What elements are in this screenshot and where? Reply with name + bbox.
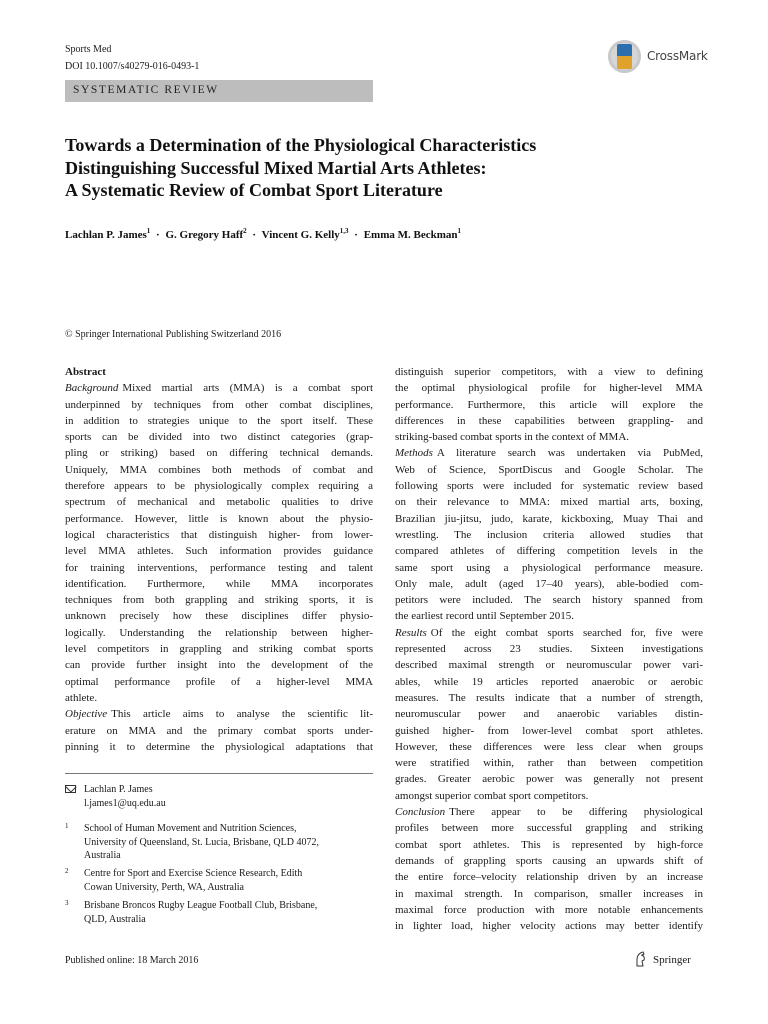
text-line: described maximal strength or neuromuscular power vari- <box>395 659 703 672</box>
title-line: Towards a Determination of the Physiological Characteristics <box>65 135 537 155</box>
text-line-content: Mixed martial arts (MMA) is a combat sport <box>122 382 373 395</box>
text-line: measures. The results indicate that a number of strength, <box>395 691 703 704</box>
section-label: Methods <box>395 447 433 460</box>
text-line: combat sport athletes. This is represented by high-force <box>395 838 703 851</box>
text-line: differences in these capabilities between grappling- and <box>395 414 703 427</box>
publisher-name: Springer <box>653 954 691 966</box>
affiliation-number: 3 <box>65 899 69 907</box>
author-name[interactable]: Lachlan P. James <box>65 229 147 241</box>
affiliation-line: University of Queensland, St. Lucia, Brisbane, QLD 4072, <box>84 836 319 848</box>
affiliation-line: School of Human Movement and Nutrition Sciences, <box>84 823 297 834</box>
journal-name: Sports Med <box>65 44 112 55</box>
text-line <box>395 445 703 461</box>
section-label: Results <box>395 626 427 639</box>
crossmark-badge[interactable] <box>608 40 708 76</box>
text-line: on their relevance to MMA: mixed martial arts, boxing, <box>395 496 703 509</box>
text-line: unknown precisely how these disciplines differ physio- <box>65 610 373 623</box>
doi[interactable]: DOI 10.1007/s40279-016-0493-1 <box>65 61 200 72</box>
text-line-content: A literature search was undertaken via PubMed, <box>436 447 703 460</box>
author-separator: · <box>252 229 257 241</box>
methods-section <box>395 445 703 624</box>
text-line: can provide further insight into the development of the <box>65 659 373 672</box>
text-line: for training interventions, performance testing and talent <box>65 561 373 574</box>
affiliation-line: QLD, Australia <box>84 913 146 925</box>
title-line: Distinguishing Successful Mixed Martial Arts Athletes: <box>65 157 487 178</box>
objective-section <box>65 706 373 755</box>
conclusion-section <box>395 804 703 934</box>
text-line: However, these differences were less clear when groups <box>395 740 703 753</box>
text-line: the earliest record until September 2015. <box>395 610 574 623</box>
text-line: were stratified within, rather than between competition <box>395 757 703 770</box>
author-list <box>65 227 461 241</box>
affiliation-line: Australia <box>84 850 121 862</box>
author-separator: · <box>156 229 160 241</box>
text-line: neuromuscular power and anaerobic variables distin- <box>395 708 703 721</box>
affiliation-line: Centre for Sport and Exercise Science Research, Edith <box>84 868 303 879</box>
published-date: Published online: 18 March 2016 <box>65 955 199 966</box>
text-line: level MMA athletes. Such information provides guidance <box>65 545 373 558</box>
corresponding-author: Lachlan P. James <box>84 784 153 795</box>
text-line-content: This article aims to analyse the scientific lit- <box>111 708 373 721</box>
copyright-notice: © Springer International Publishing Switzerland 2016 <box>65 329 282 340</box>
footnote-divider <box>65 773 373 774</box>
text-line: petitors were included. The search history spanned from <box>395 594 703 607</box>
text-line: identification. Furthermore, while MMA incorporates <box>65 577 373 590</box>
text-line <box>65 380 373 396</box>
text-line: demands of grappling sports causing an upwards shift of <box>395 854 703 867</box>
springer-logo[interactable] <box>634 951 714 969</box>
author-affiliation-ref: 2 <box>243 227 247 235</box>
text-line: Brazilian jiu-jitsu, judo, karate, kickboxing, Muay Thai and <box>395 512 703 525</box>
background-section <box>65 380 373 706</box>
text-line: logically. Understanding the relationship between higher- <box>65 626 373 639</box>
crossmark-label: CrossMark <box>647 49 708 63</box>
text-line: the entire force–velocity relationship driven by an increase <box>395 871 703 884</box>
text-line: in addition to strategies unique to the sport itself. These <box>65 414 373 427</box>
text-line: Uniquely, MMA combines both methods of combat and <box>65 463 373 476</box>
text-line: Only male, adult (aged 17–40 years), able-bodied com- <box>395 577 703 590</box>
text-line: performance. Furthermore, this article will explore the <box>395 398 703 411</box>
crossmark-icon <box>608 40 641 73</box>
text-line: techniques from both grappling and striking sports, it is <box>65 594 373 607</box>
author-name[interactable]: G. Gregory Haff <box>165 229 244 241</box>
text-line: wrestling. The inclusion criteria allowed studies that <box>395 528 703 541</box>
text-line <box>395 804 703 820</box>
text-line: amongst superior combat sport competitors. <box>395 789 589 802</box>
affiliation-number: 2 <box>65 867 69 875</box>
text-line: represented across 23 studies. Sixteen investigations <box>395 643 703 656</box>
text-line: athlete. <box>65 691 98 704</box>
journal-header <box>65 41 199 75</box>
section-label: Objective <box>65 708 108 721</box>
author-affiliation-ref: 1 <box>146 227 151 235</box>
text-line: erature on MMA and the primary combat sports under- <box>65 724 373 737</box>
article-title <box>65 134 705 202</box>
author-affiliation-ref: 1,3 <box>339 227 349 235</box>
abstract-left-column <box>65 364 373 755</box>
text-line: spectrum of mechanical and metabolic qualities to drive <box>65 496 373 509</box>
affiliation-number: 1 <box>65 822 69 830</box>
text-line-content: Of the eight combat sports searched for, five were <box>430 626 703 639</box>
text-line: logical characteristics that distinguish higher- from lower- <box>65 528 373 541</box>
author-name[interactable]: Vincent G. Kelly <box>261 229 340 241</box>
text-line: therefore appears to be physiologically complex requiring a <box>65 480 373 493</box>
article-type-label: SYSTEMATIC REVIEW <box>73 84 219 96</box>
author-separator: · <box>354 229 358 241</box>
text-line: sports can be divided into two distinct categories (grap- <box>65 431 373 444</box>
author-affiliation-ref: 1 <box>457 227 461 235</box>
text-line: optimal performance profile of a higher-level MMA <box>65 675 373 688</box>
envelope-icon <box>65 785 76 793</box>
springer-horse-icon <box>634 951 648 967</box>
text-line: following sports were included for systematic review based <box>395 480 703 493</box>
corresponding-email[interactable]: l.james1@uq.edu.au <box>84 798 166 809</box>
text-line: ables, while 19 articles reported anaerobic or aerobic <box>395 675 703 688</box>
text-line: pinning it to determine the physiological adaptations that <box>65 740 373 753</box>
objective-continued <box>395 364 703 445</box>
abstract-right-column <box>395 364 703 934</box>
text-line: in lighter load, higher velocity actions may better identify <box>395 920 703 933</box>
title-line: A Systematic Review of Combat Sport Literature <box>65 180 443 200</box>
text-line: same sport using a physiological performance measure. <box>395 561 703 574</box>
article-type-banner <box>65 80 373 102</box>
text-line: compared athletes of differing competition levels in the <box>395 545 703 558</box>
affiliation <box>65 899 365 927</box>
text-line <box>65 706 373 722</box>
text-line: distinguish superior competitors, with a view to defining <box>395 366 703 378</box>
section-label: Background <box>65 382 119 395</box>
affiliation-line: Cowan University, Perth, WA, Australia <box>84 881 244 893</box>
text-line: in maximal strength. In comparison, smaller increases in <box>395 887 703 900</box>
text-line: maximal force production with more notable enhancements <box>395 903 703 916</box>
abstract-heading: Abstract <box>65 366 106 378</box>
text-line: profiles between more successful grappling and striking <box>395 822 703 835</box>
affiliation <box>65 822 365 864</box>
section-label: Conclusion <box>395 806 446 819</box>
text-line <box>395 625 703 641</box>
affiliation <box>65 867 365 895</box>
author-name[interactable]: Emma M. Beckman <box>363 229 458 241</box>
text-line: pling or striking) based on differing technical demands. <box>65 447 373 460</box>
text-line: performance. However, little is known about the physio- <box>65 512 373 525</box>
results-section <box>395 625 703 804</box>
text-line: Web of Science, SportDiscus and Google Scholar. The <box>395 463 703 476</box>
text-line: the optimal physiological profile for higher-level MMA <box>395 382 703 395</box>
text-line-content: There appear to be differing physiological <box>449 806 703 819</box>
text-line: level competitors in grappling and striking combat sports <box>65 643 373 656</box>
text-line: underpinned by techniques from other combat disciplines, <box>65 398 373 411</box>
text-line: striking-based combat sports in the context of MMA. <box>395 431 630 444</box>
text-line: grades. Greater aerobic power was generally not present <box>395 773 703 786</box>
text-line: guished higher- from lower-level combat sport athletes. <box>395 724 703 737</box>
affiliation-line: Brisbane Broncos Rugby League Football Club, Brisbane, <box>84 900 318 911</box>
